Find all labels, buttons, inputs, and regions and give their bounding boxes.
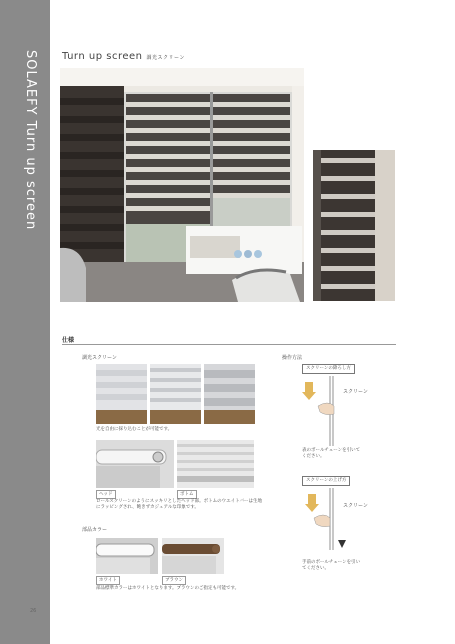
head-illustration xyxy=(96,440,174,488)
vertical-title-text: SOLAEFY Turn up screen xyxy=(23,50,38,231)
bottom-illustration xyxy=(177,440,254,488)
color-note: 部品標準カラーはホワイトとなります。ブラウンのご指定も可能です。 xyxy=(96,586,240,591)
brown-part-photo xyxy=(162,538,224,574)
fabric-swatch-1 xyxy=(96,364,147,424)
screen-label-2: スクリーン xyxy=(343,503,368,509)
room-illustration xyxy=(60,68,304,302)
raise-note: 手前のボールチェーンを引いてください。 xyxy=(302,560,361,571)
divider xyxy=(62,344,396,345)
angle-swatch-3 xyxy=(204,364,255,424)
screen-label-1: スクリーン xyxy=(343,389,368,395)
vertical-title xyxy=(0,0,50,644)
head-photo xyxy=(96,440,174,488)
white-part-photo xyxy=(96,538,158,574)
page-number: 26 xyxy=(30,608,37,614)
angle-swatch-2 xyxy=(150,364,201,424)
angle-swatch-1 xyxy=(96,364,147,424)
page-title-text: Turn up screen xyxy=(62,51,143,62)
page-title xyxy=(62,51,185,62)
raise-diagram xyxy=(300,488,360,562)
fabric-swatch-2 xyxy=(150,364,201,424)
white-part-illustration xyxy=(96,538,158,574)
white-label: ホワイト xyxy=(96,576,120,585)
lower-title: スクリーンの降ろし方 xyxy=(302,364,355,374)
head-note: ロールスクリーンのようにスッキリとしたヘッド部。ボトムのウエイトバーは生地にラッピングされ、飽きずカジュアルな印象です。 xyxy=(96,499,263,510)
spec-heading: 仕様 xyxy=(62,337,75,344)
operation-heading: 操作方法 xyxy=(282,355,303,361)
raise-chain-diagram xyxy=(300,488,360,558)
room-photo xyxy=(60,68,304,302)
bottom-photo xyxy=(177,440,254,488)
detail-illustration xyxy=(313,150,395,301)
fabric-swatch-3 xyxy=(204,364,255,424)
raise-title: スクリーンの上げ方 xyxy=(302,476,350,486)
detail-photo xyxy=(313,150,395,301)
lower-chain-diagram xyxy=(300,376,360,448)
brown-label: ブラウン xyxy=(162,576,186,585)
lower-note: 表のボールチェーンを引いてください。 xyxy=(302,448,361,459)
page-subtitle: 調光スクリーン xyxy=(146,55,185,61)
head-label: ヘッド xyxy=(96,490,116,499)
brown-part-illustration xyxy=(162,538,224,574)
dimming-screen-label: 調光スクリーン xyxy=(82,355,117,361)
bottom-label: ボトム xyxy=(177,490,197,499)
angle-note: 光を自由に採り込むことが可能です。 xyxy=(96,427,173,432)
parts-color-label: 部品カラー xyxy=(82,527,108,533)
